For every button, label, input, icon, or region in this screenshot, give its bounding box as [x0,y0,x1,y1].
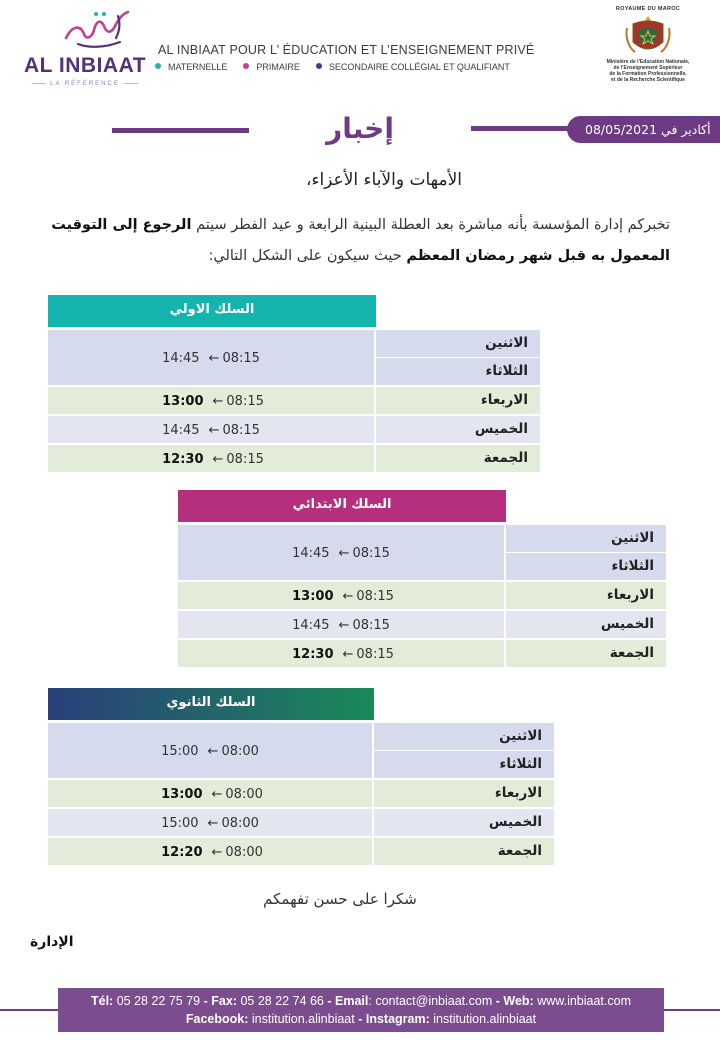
start-time: 08:00 [221,815,259,831]
fax-value: 05 28 22 74 66 [240,994,324,1008]
start-time: 08:00 [225,786,263,802]
greeting: الأمهات والآباء الأعزاء، [305,170,462,190]
time-range [178,525,504,581]
arrow-left-icon: ← [212,451,224,467]
day-label: الخميس [376,416,540,443]
arrow-left-icon: ← [208,422,220,438]
timetable-row [178,582,666,610]
ministry-line: de l’Enseignement Supérieur [613,65,683,71]
ministry-top-text: ROYAUME DU MAROC [615,6,681,12]
time-range [48,387,374,415]
tel-label: Tél: [90,994,114,1008]
level-item [155,62,227,72]
timetable-row [178,525,666,581]
day-label: الاربعاء [374,780,554,807]
timetable-row [48,330,540,386]
row-divider [48,807,554,808]
facebook-label: Facebook: [185,1012,249,1026]
time-range [48,445,374,473]
level-dot-icon [155,63,161,69]
arrow-left-icon: ← [207,743,219,759]
separator: - [203,994,208,1008]
facebook-link[interactable]: institution.alinbiaat [251,1012,355,1026]
level-label: PRIMAIRE [256,62,300,72]
end-time: 15:00 [161,815,199,831]
email-link[interactable]: contact@inbiaat.com [375,994,493,1008]
day-label: الجمعة [374,838,554,865]
arrow-left-icon: ← [208,350,220,366]
timetable-row [48,416,540,444]
row-divider [48,443,540,444]
time-range [178,611,504,639]
footer-line-right [664,1009,720,1011]
end-time: 13:00 [162,393,204,409]
time-range [48,809,372,837]
day-label: الجمعة [376,445,540,472]
notice-title: إخبار [326,112,394,145]
end-time: 12:20 [161,844,203,860]
arrow-left-icon: ← [342,588,354,604]
tel-value: 05 28 22 75 79 [116,994,201,1008]
end-time: 15:00 [161,743,199,759]
arrow-left-icon: ← [211,844,223,860]
arrow-left-icon: ← [338,545,350,561]
end-time: 14:45 [292,545,330,561]
footer-line-2 [58,1010,664,1028]
start-time: 08:15 [352,617,390,633]
day-label: الجمعة [506,640,666,667]
separator: - [358,1012,363,1026]
section-header: السلك الثانوي [48,688,374,720]
date-badge: أكادير في 08/05/2021 [567,116,720,143]
ministry-line: de la Formation Professionnelle, [609,71,687,77]
day-label: الخميس [506,611,666,638]
level-item [316,62,510,72]
row-divider [48,414,540,415]
coat-of-arms-icon [625,14,671,58]
logo-tagline: LA RÉFÉRENCE [18,81,152,87]
arrow-left-icon: ← [342,646,354,662]
timetable-row [48,780,554,808]
day-label: الاثنين [506,525,666,552]
start-time: 08:00 [225,844,263,860]
end-time: 14:45 [292,617,330,633]
timetable-row [48,445,540,473]
row-divider [48,778,554,779]
end-time: 13:00 [161,786,203,802]
footer-line-1: Tél: 05 28 22 75 79 - Fax: 05 28 22 74 66 - Email: contact@inbiaat.com - Web: www.inbiaat.com [90,994,631,1008]
title-divider-right [471,126,571,131]
instagram-label: Instagram: [365,1012,430,1026]
section-header: السلك الابتدائي [178,490,506,522]
arrow-left-icon: ← [211,786,223,802]
school-name: AL INBIAAT POUR L’ ÉDUCATION ET L’ENSEIGNEMENT PRIVÉ [158,43,535,57]
day-label: الثلاثاء [376,358,540,385]
timetable-row [178,640,666,668]
row-divider [178,609,666,610]
thanks-text: شكرا على حسن تفهمكم [263,890,417,908]
timetable-row [48,838,554,866]
day-label: الاربعاء [376,387,540,414]
start-time: 08:15 [226,393,264,409]
time-range [48,723,372,779]
paragraph-text: حيث سيكون على الشكل التالي: [208,248,402,264]
day-label: الاثنين [376,330,540,357]
end-time: 13:00 [292,588,334,604]
arrow-left-icon: ← [338,617,350,633]
row-divider [178,580,666,581]
row-divider [48,472,540,473]
timetable-row [48,723,554,779]
level-item [243,62,300,72]
signature: الإدارة [30,934,74,950]
row-divider [178,638,666,639]
school-logo [18,8,152,92]
level-dot-icon [316,63,322,69]
end-time: 12:30 [292,646,334,662]
end-time: 14:45 [162,422,200,438]
footer-line-left [0,1009,58,1011]
row-divider [178,667,666,668]
email-label: Email [335,994,369,1008]
ministry-line: Ministère de l’Education Nationale, [606,59,690,65]
web-link[interactable]: www.inbiaat.com [537,994,631,1008]
time-range [178,582,504,610]
day-label: الثلاثاء [374,751,554,778]
level-label: MATERNELLE [168,62,228,72]
section-header: السلك الاولي [48,295,376,327]
start-time: 08:15 [356,646,394,662]
separator: - [327,994,332,1008]
end-time: 12:30 [162,451,204,467]
start-time: 08:15 [222,350,260,366]
row-divider [48,836,554,837]
instagram-link[interactable]: institution.alinbiaat [433,1012,537,1026]
start-time: 08:15 [222,422,260,438]
time-range [48,416,374,444]
ministry-line: et de la Recherche Scientifique [611,77,685,83]
paragraph-text: تخبركم إدارة المؤسسة بأنه مباشرة بعد العطلة البينية الرابعة و عيد الفطر سيتم [196,217,670,233]
level-label: SECONDAIRE COLLÉGIAL ET QUALIFIANT [328,62,510,72]
contact-footer [58,988,664,1032]
timetable-row [48,809,554,837]
time-range [48,780,372,808]
fax-label: Fax: [211,994,237,1008]
day-label: الخميس [374,809,554,836]
time-range [48,838,372,866]
arrow-left-icon: ← [212,393,224,409]
start-time: 08:15 [352,545,390,561]
start-time: 08:15 [226,451,264,467]
ministry-emblem [592,6,704,92]
row-divider [48,865,554,866]
web-label: Web: [503,994,534,1008]
day-label: الثلاثاء [506,553,666,580]
logo-script-icon [58,8,138,52]
logo-name: AL INBIAAT [23,54,147,77]
school-levels [155,62,565,72]
time-range [48,330,374,386]
start-time: 08:15 [356,588,394,604]
day-label: الاثنين [374,723,554,750]
timetable-row [178,611,666,639]
level-dot-icon [243,63,249,69]
timetable-row [48,387,540,415]
row-divider [48,385,540,386]
paragraph-bold-text: الرجوع إلى التوقيت المعمول به قبل شهر رمضان المعظم [51,217,670,264]
separator: - [495,994,500,1008]
start-time: 08:00 [221,743,259,759]
time-range [178,640,504,668]
day-label: الاربعاء [506,582,666,609]
arrow-left-icon: ← [207,815,219,831]
notice-paragraph [44,210,670,272]
title-divider-left [112,128,249,133]
end-time: 14:45 [162,350,200,366]
